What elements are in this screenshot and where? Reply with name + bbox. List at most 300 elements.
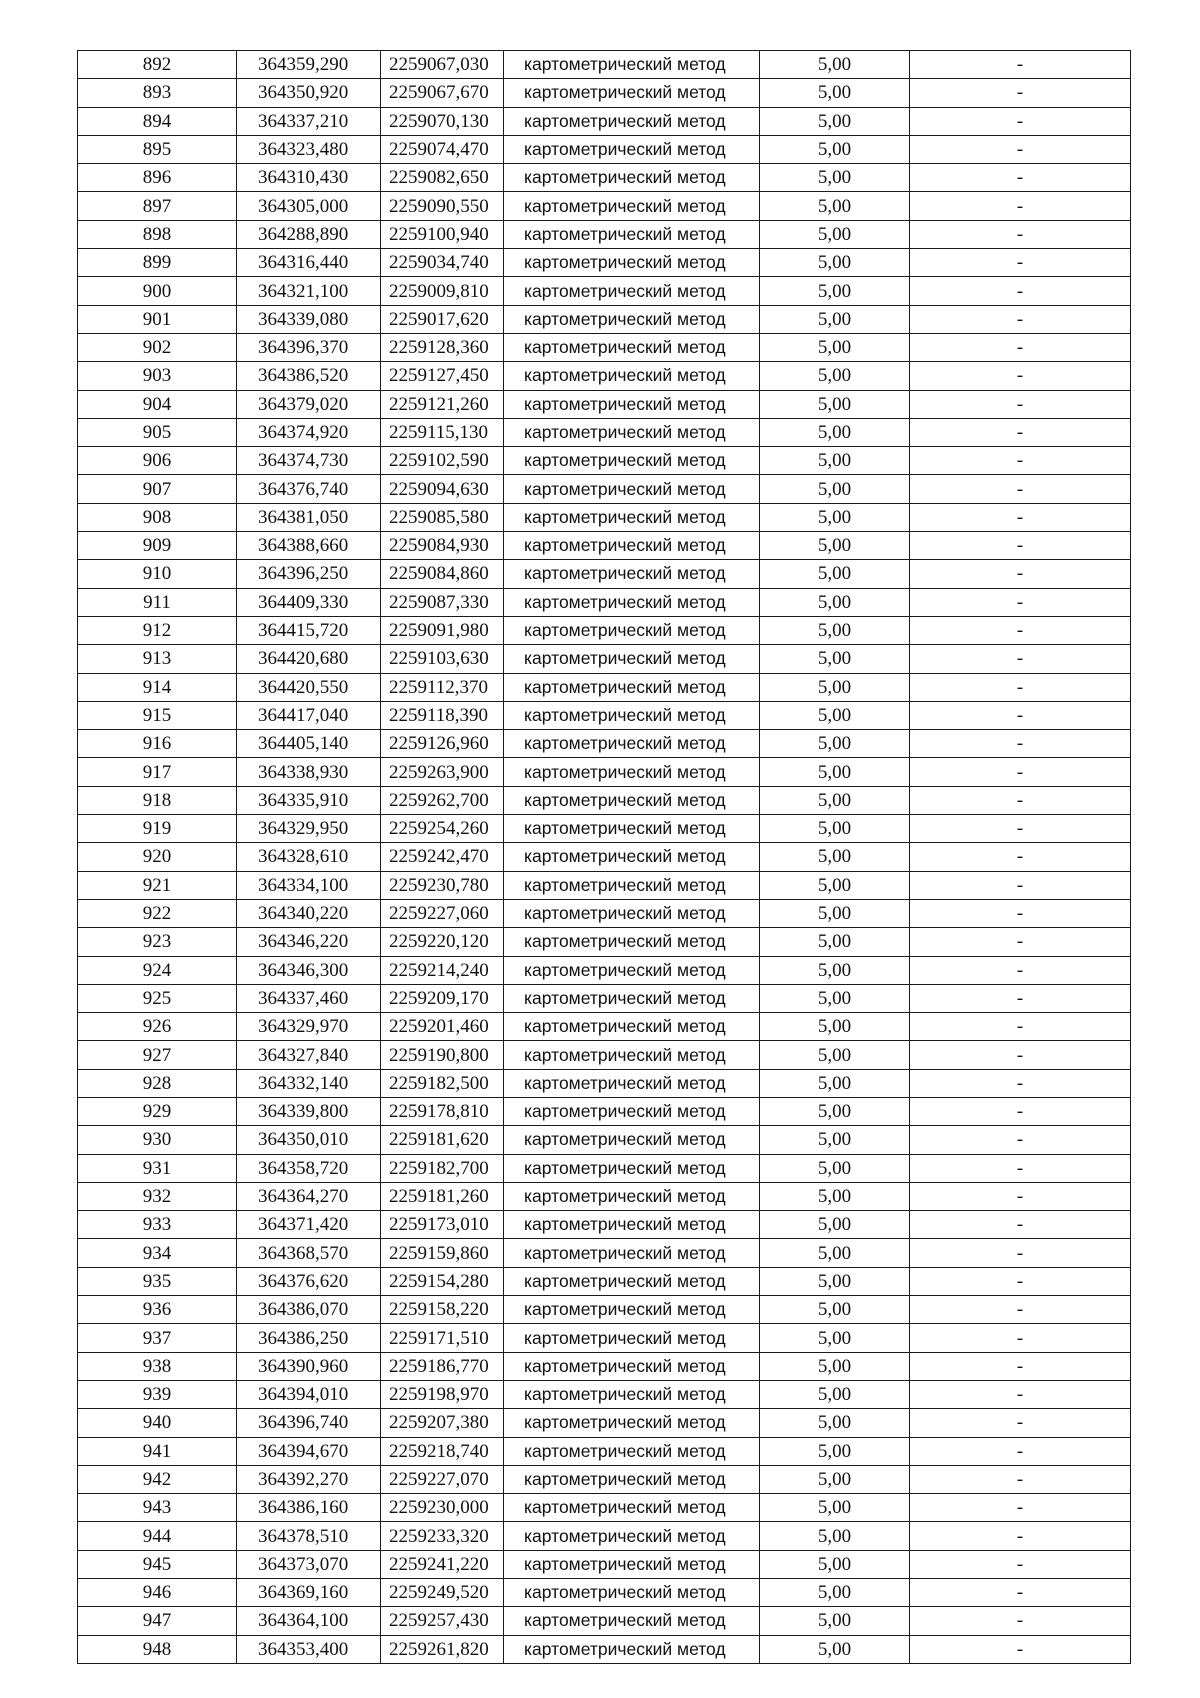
y-coordinate-cell: 2259220,120 xyxy=(381,928,504,956)
y-coordinate-cell: 2259067,670 xyxy=(381,79,504,107)
method-cell: картометрический метод xyxy=(504,532,760,560)
method-cell: картометрический метод xyxy=(504,1522,760,1550)
x-coordinate-cell: 364392,270 xyxy=(237,1465,381,1493)
note-cell: - xyxy=(910,305,1131,333)
point-number-cell: 896 xyxy=(78,164,237,192)
table-row xyxy=(78,1409,1131,1437)
y-coordinate-cell: 2259207,380 xyxy=(381,1409,504,1437)
table-row xyxy=(78,956,1131,984)
precision-cell: 5,00 xyxy=(760,1465,910,1493)
point-number-cell: 900 xyxy=(78,277,237,305)
method-cell: картометрический метод xyxy=(504,164,760,192)
note-cell: - xyxy=(910,1126,1131,1154)
note-cell: - xyxy=(910,1380,1131,1408)
method-cell: картометрический метод xyxy=(504,277,760,305)
x-coordinate-cell: 364376,620 xyxy=(237,1267,381,1295)
table-row xyxy=(78,1380,1131,1408)
y-coordinate-cell: 2259121,260 xyxy=(381,390,504,418)
point-number-cell: 905 xyxy=(78,418,237,446)
x-coordinate-cell: 364350,920 xyxy=(237,79,381,107)
note-cell: - xyxy=(910,928,1131,956)
x-coordinate-cell: 364337,210 xyxy=(237,107,381,135)
x-coordinate-cell: 364340,220 xyxy=(237,899,381,927)
y-coordinate-cell: 2259262,700 xyxy=(381,786,504,814)
y-coordinate-cell: 2259102,590 xyxy=(381,447,504,475)
note-cell: - xyxy=(910,1437,1131,1465)
note-cell: - xyxy=(910,616,1131,644)
point-number-cell: 917 xyxy=(78,758,237,786)
x-coordinate-cell: 364288,890 xyxy=(237,220,381,248)
x-coordinate-cell: 364369,160 xyxy=(237,1579,381,1607)
y-coordinate-cell: 2259074,470 xyxy=(381,135,504,163)
point-number-cell: 895 xyxy=(78,135,237,163)
precision-cell: 5,00 xyxy=(760,588,910,616)
table-row xyxy=(78,390,1131,418)
precision-cell: 5,00 xyxy=(760,1324,910,1352)
table-row xyxy=(78,843,1131,871)
method-cell: картометрический метод xyxy=(504,1579,760,1607)
y-coordinate-cell: 2259091,980 xyxy=(381,616,504,644)
note-cell: - xyxy=(910,1267,1131,1295)
table-row xyxy=(78,164,1131,192)
table-row xyxy=(78,1465,1131,1493)
x-coordinate-cell: 364337,460 xyxy=(237,984,381,1012)
precision-cell: 5,00 xyxy=(760,475,910,503)
table-row xyxy=(78,1550,1131,1578)
y-coordinate-cell: 2259112,370 xyxy=(381,673,504,701)
precision-cell: 5,00 xyxy=(760,1550,910,1578)
note-cell: - xyxy=(910,1465,1131,1493)
precision-cell: 5,00 xyxy=(760,758,910,786)
note-cell: - xyxy=(910,701,1131,729)
precision-cell: 5,00 xyxy=(760,701,910,729)
x-coordinate-cell: 364338,930 xyxy=(237,758,381,786)
precision-cell: 5,00 xyxy=(760,645,910,673)
x-coordinate-cell: 364310,430 xyxy=(237,164,381,192)
method-cell: картометрический метод xyxy=(504,79,760,107)
note-cell: - xyxy=(910,79,1131,107)
method-cell: картометрический метод xyxy=(504,1550,760,1578)
method-cell: картометрический метод xyxy=(504,107,760,135)
y-coordinate-cell: 2259218,740 xyxy=(381,1437,504,1465)
y-coordinate-cell: 2259103,630 xyxy=(381,645,504,673)
note-cell: - xyxy=(910,277,1131,305)
x-coordinate-cell: 364353,400 xyxy=(237,1635,381,1663)
table-row xyxy=(78,1579,1131,1607)
note-cell: - xyxy=(910,503,1131,531)
point-number-cell: 897 xyxy=(78,192,237,220)
precision-cell: 5,00 xyxy=(760,956,910,984)
point-number-cell: 936 xyxy=(78,1296,237,1324)
table-row xyxy=(78,532,1131,560)
point-number-cell: 931 xyxy=(78,1154,237,1182)
point-number-cell: 927 xyxy=(78,1041,237,1069)
y-coordinate-cell: 2259190,800 xyxy=(381,1041,504,1069)
method-cell: картометрический метод xyxy=(504,1097,760,1125)
table-row xyxy=(78,362,1131,390)
y-coordinate-cell: 2259173,010 xyxy=(381,1211,504,1239)
point-number-cell: 925 xyxy=(78,984,237,1012)
x-coordinate-cell: 364368,570 xyxy=(237,1239,381,1267)
table-row xyxy=(78,1635,1131,1663)
y-coordinate-cell: 2259198,970 xyxy=(381,1380,504,1408)
y-coordinate-cell: 2259171,510 xyxy=(381,1324,504,1352)
y-coordinate-cell: 2259181,620 xyxy=(381,1126,504,1154)
precision-cell: 5,00 xyxy=(760,1097,910,1125)
note-cell: - xyxy=(910,1211,1131,1239)
note-cell: - xyxy=(910,1041,1131,1069)
table-row xyxy=(78,786,1131,814)
point-number-cell: 893 xyxy=(78,79,237,107)
note-cell: - xyxy=(910,984,1131,1012)
y-coordinate-cell: 2259263,900 xyxy=(381,758,504,786)
note-cell: - xyxy=(910,1296,1131,1324)
table-row xyxy=(78,1211,1131,1239)
table-row xyxy=(78,645,1131,673)
y-coordinate-cell: 2259084,860 xyxy=(381,560,504,588)
method-cell: картометрический метод xyxy=(504,1154,760,1182)
y-coordinate-cell: 2259230,000 xyxy=(381,1494,504,1522)
x-coordinate-cell: 364381,050 xyxy=(237,503,381,531)
table-row xyxy=(78,1607,1131,1635)
precision-cell: 5,00 xyxy=(760,164,910,192)
point-number-cell: 933 xyxy=(78,1211,237,1239)
precision-cell: 5,00 xyxy=(760,79,910,107)
note-cell: - xyxy=(910,1097,1131,1125)
y-coordinate-cell: 2259084,930 xyxy=(381,532,504,560)
point-number-cell: 946 xyxy=(78,1579,237,1607)
method-cell: картометрический метод xyxy=(504,1267,760,1295)
precision-cell: 5,00 xyxy=(760,1296,910,1324)
note-cell: - xyxy=(910,1239,1131,1267)
precision-cell: 5,00 xyxy=(760,390,910,418)
note-cell: - xyxy=(910,475,1131,503)
y-coordinate-cell: 2259261,820 xyxy=(381,1635,504,1663)
y-coordinate-cell: 2259249,520 xyxy=(381,1579,504,1607)
y-coordinate-cell: 2259181,260 xyxy=(381,1182,504,1210)
point-number-cell: 941 xyxy=(78,1437,237,1465)
method-cell: картометрический метод xyxy=(504,1041,760,1069)
point-number-cell: 912 xyxy=(78,616,237,644)
y-coordinate-cell: 2259115,130 xyxy=(381,418,504,446)
precision-cell: 5,00 xyxy=(760,51,910,79)
method-cell: картометрический метод xyxy=(504,1635,760,1663)
method-cell: картометрический метод xyxy=(504,871,760,899)
table-row xyxy=(78,107,1131,135)
method-cell: картометрический метод xyxy=(504,815,760,843)
precision-cell: 5,00 xyxy=(760,362,910,390)
precision-cell: 5,00 xyxy=(760,730,910,758)
x-coordinate-cell: 364374,920 xyxy=(237,418,381,446)
note-cell: - xyxy=(910,1579,1131,1607)
x-coordinate-cell: 364329,970 xyxy=(237,1013,381,1041)
method-cell: картометрический метод xyxy=(504,220,760,248)
precision-cell: 5,00 xyxy=(760,1352,910,1380)
x-coordinate-cell: 364305,000 xyxy=(237,192,381,220)
precision-cell: 5,00 xyxy=(760,1437,910,1465)
note-cell: - xyxy=(910,249,1131,277)
x-coordinate-cell: 364321,100 xyxy=(237,277,381,305)
precision-cell: 5,00 xyxy=(760,673,910,701)
table-row xyxy=(78,899,1131,927)
x-coordinate-cell: 364329,950 xyxy=(237,815,381,843)
note-cell: - xyxy=(910,1324,1131,1352)
method-cell: картометрический метод xyxy=(504,1296,760,1324)
table-row xyxy=(78,1013,1131,1041)
point-number-cell: 914 xyxy=(78,673,237,701)
y-coordinate-cell: 2259182,500 xyxy=(381,1069,504,1097)
y-coordinate-cell: 2259154,280 xyxy=(381,1267,504,1295)
note-cell: - xyxy=(910,192,1131,220)
table-row xyxy=(78,758,1131,786)
method-cell: картометрический метод xyxy=(504,447,760,475)
table-row xyxy=(78,1154,1131,1182)
precision-cell: 5,00 xyxy=(760,192,910,220)
precision-cell: 5,00 xyxy=(760,1182,910,1210)
point-number-cell: 907 xyxy=(78,475,237,503)
precision-cell: 5,00 xyxy=(760,1041,910,1069)
note-cell: - xyxy=(910,645,1131,673)
note-cell: - xyxy=(910,333,1131,361)
precision-cell: 5,00 xyxy=(760,815,910,843)
note-cell: - xyxy=(910,1069,1131,1097)
point-number-cell: 915 xyxy=(78,701,237,729)
point-number-cell: 906 xyxy=(78,447,237,475)
x-coordinate-cell: 364388,660 xyxy=(237,532,381,560)
point-number-cell: 944 xyxy=(78,1522,237,1550)
table-row xyxy=(78,1182,1131,1210)
x-coordinate-cell: 364323,480 xyxy=(237,135,381,163)
precision-cell: 5,00 xyxy=(760,1522,910,1550)
table-row xyxy=(78,1437,1131,1465)
x-coordinate-cell: 364364,270 xyxy=(237,1182,381,1210)
point-number-cell: 920 xyxy=(78,843,237,871)
method-cell: картометрический метод xyxy=(504,984,760,1012)
precision-cell: 5,00 xyxy=(760,843,910,871)
point-number-cell: 903 xyxy=(78,362,237,390)
y-coordinate-cell: 2259082,650 xyxy=(381,164,504,192)
table-row xyxy=(78,701,1131,729)
precision-cell: 5,00 xyxy=(760,1154,910,1182)
x-coordinate-cell: 364386,160 xyxy=(237,1494,381,1522)
method-cell: картометрический метод xyxy=(504,645,760,673)
method-cell: картометрический метод xyxy=(504,956,760,984)
precision-cell: 5,00 xyxy=(760,928,910,956)
table-row xyxy=(78,192,1131,220)
point-number-cell: 924 xyxy=(78,956,237,984)
y-coordinate-cell: 2259214,240 xyxy=(381,956,504,984)
method-cell: картометрический метод xyxy=(504,843,760,871)
note-cell: - xyxy=(910,418,1131,446)
x-coordinate-cell: 364378,510 xyxy=(237,1522,381,1550)
method-cell: картометрический метод xyxy=(504,390,760,418)
method-cell: картометрический метод xyxy=(504,928,760,956)
point-number-cell: 938 xyxy=(78,1352,237,1380)
note-cell: - xyxy=(910,390,1131,418)
y-coordinate-cell: 2259034,740 xyxy=(381,249,504,277)
y-coordinate-cell: 2259017,620 xyxy=(381,305,504,333)
point-number-cell: 947 xyxy=(78,1607,237,1635)
point-number-cell: 928 xyxy=(78,1069,237,1097)
precision-cell: 5,00 xyxy=(760,107,910,135)
note-cell: - xyxy=(910,1409,1131,1437)
y-coordinate-cell: 2259201,460 xyxy=(381,1013,504,1041)
precision-cell: 5,00 xyxy=(760,418,910,446)
method-cell: картометрический метод xyxy=(504,1494,760,1522)
x-coordinate-cell: 364373,070 xyxy=(237,1550,381,1578)
precision-cell: 5,00 xyxy=(760,1380,910,1408)
method-cell: картометрический метод xyxy=(504,1211,760,1239)
method-cell: картометрический метод xyxy=(504,475,760,503)
x-coordinate-cell: 364359,290 xyxy=(237,51,381,79)
precision-cell: 5,00 xyxy=(760,616,910,644)
y-coordinate-cell: 2259009,810 xyxy=(381,277,504,305)
precision-cell: 5,00 xyxy=(760,1126,910,1154)
method-cell: картометрический метод xyxy=(504,305,760,333)
note-cell: - xyxy=(910,1550,1131,1578)
precision-cell: 5,00 xyxy=(760,871,910,899)
method-cell: картометрический метод xyxy=(504,560,760,588)
table-row xyxy=(78,249,1131,277)
point-number-cell: 892 xyxy=(78,51,237,79)
precision-cell: 5,00 xyxy=(760,333,910,361)
x-coordinate-cell: 364405,140 xyxy=(237,730,381,758)
x-coordinate-cell: 364420,680 xyxy=(237,645,381,673)
note-cell: - xyxy=(910,899,1131,927)
point-number-cell: 923 xyxy=(78,928,237,956)
point-number-cell: 898 xyxy=(78,220,237,248)
point-number-cell: 930 xyxy=(78,1126,237,1154)
y-coordinate-cell: 2259159,860 xyxy=(381,1239,504,1267)
precision-cell: 5,00 xyxy=(760,1211,910,1239)
method-cell: картометрический метод xyxy=(504,1324,760,1352)
table-row xyxy=(78,277,1131,305)
y-coordinate-cell: 2259227,070 xyxy=(381,1465,504,1493)
x-coordinate-cell: 364394,670 xyxy=(237,1437,381,1465)
point-number-cell: 926 xyxy=(78,1013,237,1041)
note-cell: - xyxy=(910,815,1131,843)
table-row xyxy=(78,1324,1131,1352)
table-row xyxy=(78,1352,1131,1380)
y-coordinate-cell: 2259100,940 xyxy=(381,220,504,248)
method-cell: картометрический метод xyxy=(504,1607,760,1635)
x-coordinate-cell: 364396,740 xyxy=(237,1409,381,1437)
precision-cell: 5,00 xyxy=(760,560,910,588)
x-coordinate-cell: 364390,960 xyxy=(237,1352,381,1380)
note-cell: - xyxy=(910,1013,1131,1041)
point-number-cell: 904 xyxy=(78,390,237,418)
point-number-cell: 940 xyxy=(78,1409,237,1437)
note-cell: - xyxy=(910,1494,1131,1522)
x-coordinate-cell: 364386,070 xyxy=(237,1296,381,1324)
point-number-cell: 945 xyxy=(78,1550,237,1578)
point-number-cell: 922 xyxy=(78,899,237,927)
table-row xyxy=(78,1069,1131,1097)
x-coordinate-cell: 364409,330 xyxy=(237,588,381,616)
method-cell: картометрический метод xyxy=(504,1437,760,1465)
x-coordinate-cell: 364415,720 xyxy=(237,616,381,644)
method-cell: картометрический метод xyxy=(504,249,760,277)
note-cell: - xyxy=(910,560,1131,588)
y-coordinate-cell: 2259242,470 xyxy=(381,843,504,871)
y-coordinate-cell: 2259067,030 xyxy=(381,51,504,79)
method-cell: картометрический метод xyxy=(504,51,760,79)
y-coordinate-cell: 2259209,170 xyxy=(381,984,504,1012)
note-cell: - xyxy=(910,164,1131,192)
note-cell: - xyxy=(910,220,1131,248)
point-number-cell: 937 xyxy=(78,1324,237,1352)
y-coordinate-cell: 2259087,330 xyxy=(381,588,504,616)
precision-cell: 5,00 xyxy=(760,1267,910,1295)
note-cell: - xyxy=(910,1607,1131,1635)
note-cell: - xyxy=(910,1182,1131,1210)
table-row xyxy=(78,871,1131,899)
note-cell: - xyxy=(910,871,1131,899)
x-coordinate-cell: 364364,100 xyxy=(237,1607,381,1635)
x-coordinate-cell: 364374,730 xyxy=(237,447,381,475)
table-row xyxy=(78,1522,1131,1550)
x-coordinate-cell: 364371,420 xyxy=(237,1211,381,1239)
y-coordinate-cell: 2259254,260 xyxy=(381,815,504,843)
precision-cell: 5,00 xyxy=(760,1013,910,1041)
table-row xyxy=(78,503,1131,531)
precision-cell: 5,00 xyxy=(760,249,910,277)
method-cell: картометрический метод xyxy=(504,418,760,446)
method-cell: картометрический метод xyxy=(504,1465,760,1493)
x-coordinate-cell: 364346,300 xyxy=(237,956,381,984)
note-cell: - xyxy=(910,135,1131,163)
point-number-cell: 918 xyxy=(78,786,237,814)
table-row xyxy=(78,815,1131,843)
precision-cell: 5,00 xyxy=(760,899,910,927)
x-coordinate-cell: 364332,140 xyxy=(237,1069,381,1097)
point-number-cell: 899 xyxy=(78,249,237,277)
y-coordinate-cell: 2259090,550 xyxy=(381,192,504,220)
point-number-cell: 894 xyxy=(78,107,237,135)
table-row xyxy=(78,220,1131,248)
point-number-cell: 939 xyxy=(78,1380,237,1408)
table-row xyxy=(78,616,1131,644)
note-cell: - xyxy=(910,673,1131,701)
point-number-cell: 921 xyxy=(78,871,237,899)
table-row xyxy=(78,475,1131,503)
table-row xyxy=(78,1494,1131,1522)
point-number-cell: 935 xyxy=(78,1267,237,1295)
method-cell: картометрический метод xyxy=(504,135,760,163)
precision-cell: 5,00 xyxy=(760,1579,910,1607)
method-cell: картометрический метод xyxy=(504,730,760,758)
note-cell: - xyxy=(910,1635,1131,1663)
y-coordinate-cell: 2259070,130 xyxy=(381,107,504,135)
precision-cell: 5,00 xyxy=(760,220,910,248)
coordinates-table-body xyxy=(78,51,1131,1664)
y-coordinate-cell: 2259233,320 xyxy=(381,1522,504,1550)
precision-cell: 5,00 xyxy=(760,532,910,560)
method-cell: картометрический метод xyxy=(504,1069,760,1097)
table-row xyxy=(78,1267,1131,1295)
method-cell: картометрический метод xyxy=(504,1239,760,1267)
point-number-cell: 909 xyxy=(78,532,237,560)
precision-cell: 5,00 xyxy=(760,1607,910,1635)
y-coordinate-cell: 2259230,780 xyxy=(381,871,504,899)
y-coordinate-cell: 2259186,770 xyxy=(381,1352,504,1380)
point-number-cell: 908 xyxy=(78,503,237,531)
note-cell: - xyxy=(910,1522,1131,1550)
point-number-cell: 929 xyxy=(78,1097,237,1125)
y-coordinate-cell: 2259158,220 xyxy=(381,1296,504,1324)
precision-cell: 5,00 xyxy=(760,503,910,531)
point-number-cell: 942 xyxy=(78,1465,237,1493)
